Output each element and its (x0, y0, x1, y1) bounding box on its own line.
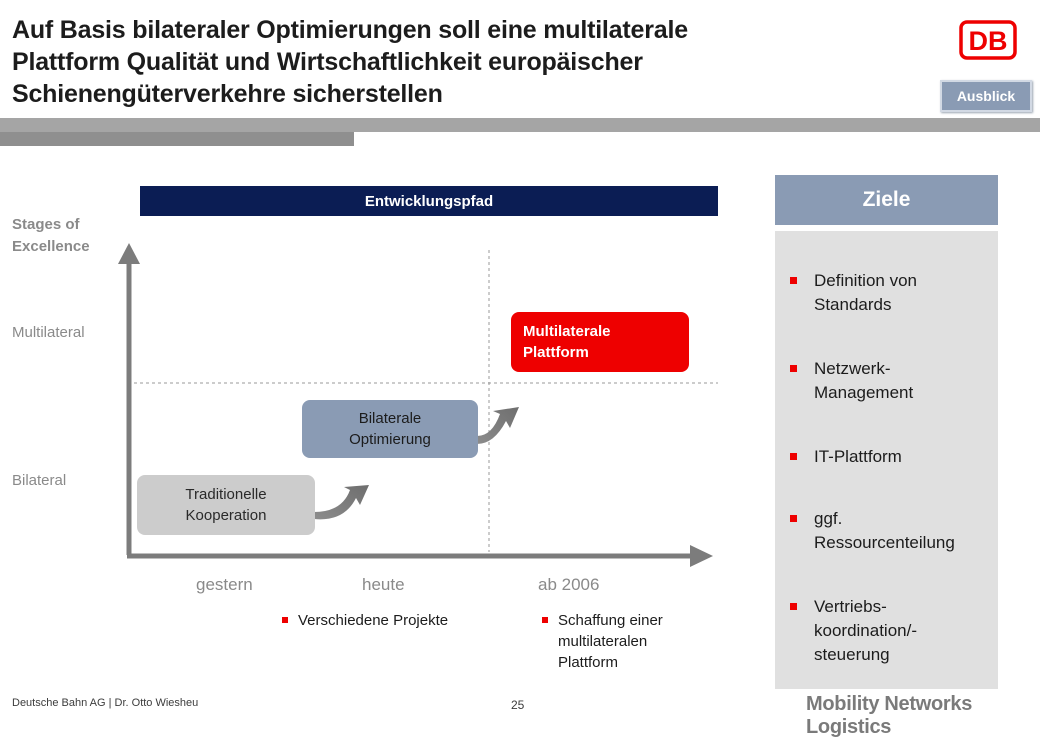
page-number: 25 (511, 698, 525, 712)
stage-multilateral-platform (511, 312, 689, 372)
note-line: Verschiedene Projekte (298, 612, 449, 629)
goal-item (814, 357, 994, 405)
development-path-header: Entwicklungspfad (140, 186, 718, 216)
goal-item (814, 595, 994, 667)
growth-arrow-1 (314, 485, 369, 519)
x-label-ab-2006: ab 2006 (538, 575, 600, 594)
note-line: Plattform (558, 654, 619, 671)
bullet-square-icon (790, 453, 797, 460)
note-multilateral-platform (558, 610, 663, 673)
page-title-line-3: Schienengüterverkehre sicherstellen (12, 80, 443, 108)
brand-tagline: Mobility Networks Logistics (806, 693, 973, 738)
y-axis-title (12, 214, 90, 258)
goal-item (814, 507, 994, 555)
bullet-square-icon (790, 365, 797, 372)
y-axis-arrowhead (118, 243, 140, 264)
goal-line: Standards (814, 295, 892, 314)
x-label-gestern: gestern (196, 575, 253, 594)
db-logo-icon (959, 20, 1017, 60)
bullet-square-icon (790, 515, 797, 522)
stage-label-line: Bilaterale (358, 410, 422, 427)
goal-line: Definition von (814, 271, 918, 290)
x-axis-arrowhead (690, 545, 713, 567)
goal-line: Management (814, 383, 914, 402)
goal-line: Vertriebs- (814, 597, 887, 616)
x-label-heute: heute (362, 575, 405, 594)
page-title (12, 14, 812, 110)
goal-line: steuerung (814, 645, 890, 664)
stage-label-line: Optimierung (349, 431, 431, 448)
goal-line: IT-Plattform (814, 447, 902, 466)
y-axis-title-line-2: Excellence (12, 238, 90, 255)
page-title-line-1: Auf Basis bilateraler Optimierungen soll eine multilaterale (12, 16, 688, 44)
ausblick-button[interactable]: Ausblick (940, 80, 1032, 112)
note-various-projects (298, 610, 448, 631)
stage-label-line: Plattform (523, 344, 589, 361)
note-line: Schaffung einer (558, 612, 663, 629)
db-logo-text: DB (968, 26, 1008, 56)
goals-header: Ziele (775, 175, 998, 225)
y-level-multilateral: Multilateral (12, 324, 85, 341)
stage-label-line: Kooperation (185, 507, 267, 524)
bullet-square-icon (790, 277, 797, 284)
stage-label-line: Multilaterale (523, 323, 611, 340)
growth-arrow-2 (477, 407, 519, 444)
goal-item (814, 269, 994, 317)
bullet-square-icon (282, 617, 288, 623)
goal-line: Ressourcenteilung (814, 533, 955, 552)
stage-traditional-cooperation (137, 475, 315, 535)
goal-line: ggf. (814, 509, 843, 528)
stage-bilateral-optimization (302, 400, 478, 458)
footer-author: Deutsche Bahn AG | Dr. Otto Wiesheu (12, 697, 199, 709)
stage-label-line: Traditionelle (185, 486, 267, 503)
goal-line: Netzwerk- (814, 359, 891, 378)
page-title-line-2: Plattform Qualität und Wirtschaftlichkeit europäischer (12, 48, 643, 76)
header-divider-bar (0, 118, 1040, 132)
bullet-square-icon (542, 617, 548, 623)
note-line: multilateralen (558, 633, 648, 650)
goal-line: koordination/- (814, 621, 918, 640)
y-axis-title-line-1: Stages of (12, 216, 80, 233)
bullet-square-icon (790, 603, 797, 610)
goal-item (814, 445, 994, 469)
y-level-bilateral: Bilateral (12, 472, 67, 489)
header-accent-bar (0, 132, 354, 146)
